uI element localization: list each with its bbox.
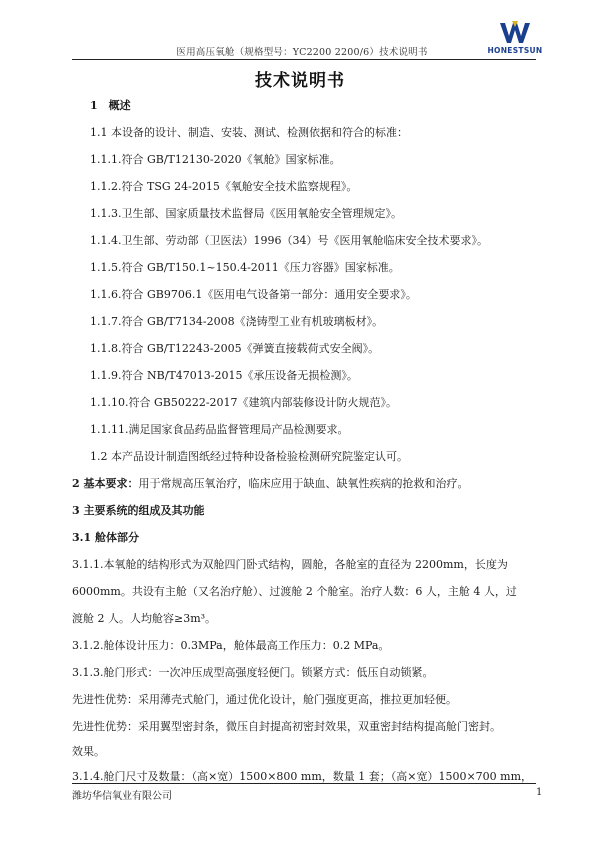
text-line: 1.1.5.符合 GB/T150.1~150.4-2011《压力容器》国家标准。 <box>90 261 400 274</box>
header-title: 医用高压氧舱（规格型号：YC2200 2200/6）技术说明书 <box>176 47 428 58</box>
basic-requirements-text: 用于常规高压氧治疗，临床应用于缺血、缺氧性疾病的抢救和治疗。 <box>138 477 469 490</box>
text-line: 效果。 <box>72 745 105 758</box>
text-line: 3.1.4.舱门尺寸及数量：（高×宽）1500×800 mm，数量 1 套；（高×宽）1500×700 mm， <box>72 770 533 783</box>
company-logo <box>478 20 552 62</box>
text-line: 1.1.1.符合 GB/T12130-2020《氧舱》国家标准。 <box>90 153 341 166</box>
subsection-heading: 3.1 舱体部分 <box>72 531 139 544</box>
text-line: 6000mm。共设有主舱（又名治疗舱）、过渡舱 2 个舱室。治疗人数：6 人，主舱 4 人，过 <box>72 585 517 598</box>
text-line: 1.2 本产品设计制造图纸经过特种设备检验检测研究院鉴定认可。 <box>90 450 408 463</box>
text-line: 先进性优势：采用翼型密封条，微压自封提高初密封效果，双重密封结构提高舱门密封。 <box>72 720 501 733</box>
footer-rule <box>72 783 536 784</box>
logo-brand-text: HONESTSUN <box>487 46 543 55</box>
document-title: 技术说明书 <box>255 71 345 91</box>
text-line: 1.1.2.符合 TSG 24-2015《氧舱安全技术监察规程》。 <box>90 180 358 193</box>
section-heading: 1 概述 <box>90 99 131 112</box>
basic-requirements-line <box>72 477 542 491</box>
text-line: 3.1.1.本氧舱的结构形式为双舱四门卧式结构，圆舱，各舱室的直径为 2200mm，长度为 <box>72 558 508 571</box>
text-line: 1.1.9.符合 NB/T47013-2015《承压设备无损检测》。 <box>90 369 358 382</box>
header-rule <box>72 59 536 60</box>
section-heading: 3 主要系统的组成及其功能 <box>72 504 205 517</box>
text-line: 先进性优势：采用薄壳式舱门，通过优化设计，舱门强度更高，推拉更加轻便。 <box>72 693 457 706</box>
logo-mark-icon <box>498 20 532 46</box>
page-number: 1 <box>536 787 543 798</box>
text-line: 1.1.11.满足国家食品药品监督管理局产品检测要求。 <box>90 423 349 436</box>
text-line: 1.1.4.卫生部、劳动部（卫医法）1996（34）号《医用氧舱临床安全技术要求》。 <box>90 234 488 247</box>
text-line: 1.1.10.符合 GB50222-2017《建筑内部装修设计防火规范》。 <box>90 396 398 409</box>
text-line: 3.1.3.舱门形式：一次冲压成型高强度轻便门。锁紧方式：低压自动锁紧。 <box>72 666 434 679</box>
page-header <box>72 38 532 60</box>
text-line: 1.1.6.符合 GB9706.1《医用电气设备第一部分：通用安全要求》。 <box>90 288 417 301</box>
text-line: 3.1.2.舱体设计压力：0.3MPa，舱体最高工作压力：0.2 MPa。 <box>72 639 390 652</box>
basic-requirements-label: 2 基本要求： <box>72 477 139 490</box>
footer-company: 潍坊华信氧业有限公司 <box>72 791 172 802</box>
text-line: 1.1.7.符合 GB/T7134-2008《浇铸型工业有机玻璃板材》。 <box>90 315 384 328</box>
text-line: 1.1.3.卫生部、国家质量技术监督局《医用氧舱安全管理规定》。 <box>90 207 402 220</box>
text-line: 1.1 本设备的设计、制造、安装、测试、检测依据和符合的标准： <box>90 126 408 139</box>
text-line: 1.1.8.符合 GB/T12243-2005《弹簧直接载荷式安全阀》。 <box>90 342 380 355</box>
text-line: 渡舱 2 人。人均舱容≥3m³。 <box>72 612 217 625</box>
